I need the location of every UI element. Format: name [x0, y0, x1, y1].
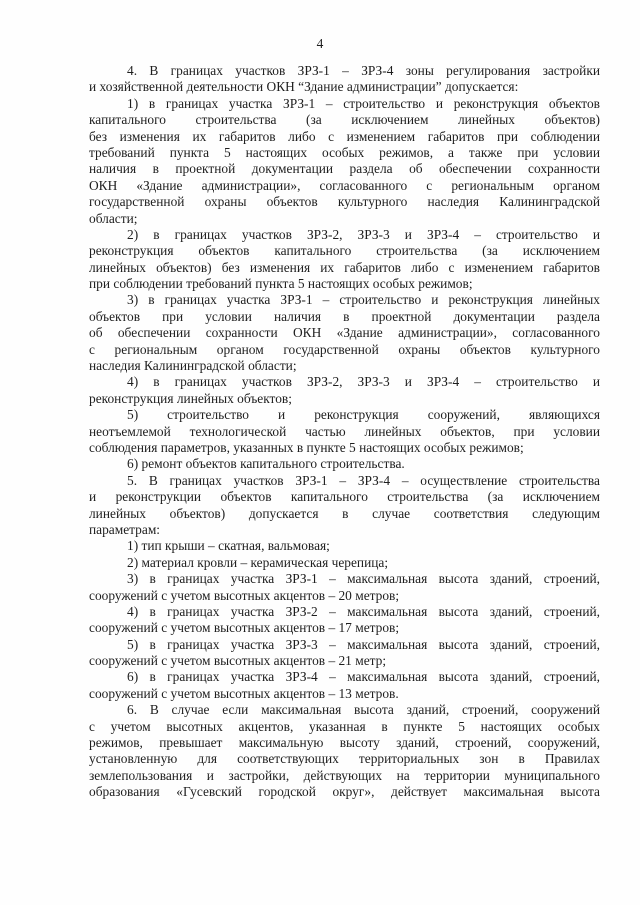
text-line: 2) в границах участков ЗРЗ-2, ЗРЗ-3 и ЗРЗ-4 – строительство и	[127, 226, 600, 242]
text-line: реконструкция линейных объектов;	[89, 390, 292, 406]
text-line: сооружений с учетом высотных акцентов – 17 метров;	[89, 620, 400, 636]
text-line: реконструкция объектов капитального строительства (за исключением	[89, 243, 600, 259]
text-line: неотъемлемой технологической частью линейных объектов, при условии	[89, 423, 600, 439]
text-line: сооружений с учетом высотных акцентов – 21 метр;	[89, 653, 387, 669]
text-line: 1) тип крыши – скатная, вальмовая;	[127, 538, 330, 554]
text-line: наличия в проектной документации раздела об обеспечении сохранности	[89, 161, 600, 177]
text-line: 6. В случае если максимальная высота зданий, строений, сооружений	[127, 702, 600, 718]
text-line: параметрам:	[89, 521, 161, 537]
text-line: 5) строительство и реконструкция сооружений, являющихся	[127, 407, 600, 423]
text-line: 2) материал кровли – керамическая черепица;	[127, 554, 389, 570]
text-line: капитального строительства (за исключением линейных объектов)	[89, 112, 600, 128]
text-line: режимов, превышает максимальную высоту зданий, строений, сооружений,	[89, 735, 600, 751]
text-line: государственной охраны объектов культурного наследия Калининградской	[89, 194, 600, 210]
text-line: 3) в границах участка ЗРЗ-1 – максимальная высота зданий, строений,	[127, 571, 600, 587]
text-line: установленную для соответствующих территориальных зон в Правилах	[89, 751, 600, 767]
text-line: требований пункта 5 настоящих особых режимов, а также при условии	[89, 144, 600, 160]
text-line: линейных объектов) допускается в случае соответствия следующим	[89, 505, 600, 521]
text-line: 4) в границах участков ЗРЗ-2, ЗРЗ-3 и ЗРЗ-4 – строительство и	[127, 374, 600, 390]
text-line: области;	[89, 210, 138, 226]
text-line: и хозяйственной деятельности ОКН “Здание администрации” допускается:	[89, 79, 519, 95]
text-line: сооружений с учетом высотных акцентов – 20 метров;	[89, 587, 400, 603]
text-line: без изменения их габаритов либо с изменением габаритов при соблюдении	[89, 128, 600, 144]
text-line: наследия Калининградской области;	[89, 358, 297, 374]
text-line: при соблюдении требований пункта 5 настоящих особых режимов;	[89, 276, 473, 292]
text-line: с учетом высотных акцентов, указанная в пункте 5 настоящих особых	[89, 718, 600, 734]
text-line: сооружений с учетом высотных акцентов – 13 метров.	[89, 685, 399, 701]
document-body	[89, 63, 600, 801]
text-line: соблюдения параметров, указанных в пункте 5 настоящих особых режимов;	[89, 439, 524, 455]
page-number: 4	[316, 36, 324, 51]
text-line: и реконструкции объектов капитального строительства (за исключением	[89, 489, 600, 505]
text-line: 4. В границах участков ЗРЗ-1 – ЗРЗ-4 зоны регулирования застройки	[127, 63, 600, 78]
text-line: землепользования и застройки, действующих на территории муниципального	[89, 767, 600, 783]
text-line: объектов при условии наличия в проектной документации раздела	[89, 308, 600, 324]
text-line: 4) в границах участка ЗРЗ-2 – максимальная высота зданий, строений,	[127, 603, 600, 619]
text-line: ОКН «Здание администрации», согласованного с региональным органом	[89, 177, 600, 193]
text-line: 3) в границах участка ЗРЗ-1 – строительство и реконструкция линейных	[127, 292, 600, 308]
text-line: образования «Гусевский городской округ», действует максимальная высота	[89, 784, 600, 800]
text-line: с региональным органом государственной охраны объектов культурного	[89, 341, 600, 357]
text-line: 1) в границах участка ЗРЗ-1 – строительство и реконструкция объектов	[127, 95, 600, 111]
text-line: 6) в границах участка ЗРЗ-4 – максимальная высота зданий, строений,	[127, 669, 600, 685]
text-line: об обеспечении сохранности ОКН «Здание администрации», согласованного	[89, 325, 600, 341]
text-line: 5) в границах участка ЗРЗ-3 – максимальная высота зданий, строений,	[127, 636, 600, 652]
text-line: линейных объектов) без изменения их габаритов либо с изменением габаритов	[89, 259, 600, 275]
text-line: 5. В границах участков ЗРЗ-1 – ЗРЗ-4 – осуществление строительства	[127, 472, 600, 488]
text-line: 6) ремонт объектов капитального строительства.	[127, 456, 405, 472]
